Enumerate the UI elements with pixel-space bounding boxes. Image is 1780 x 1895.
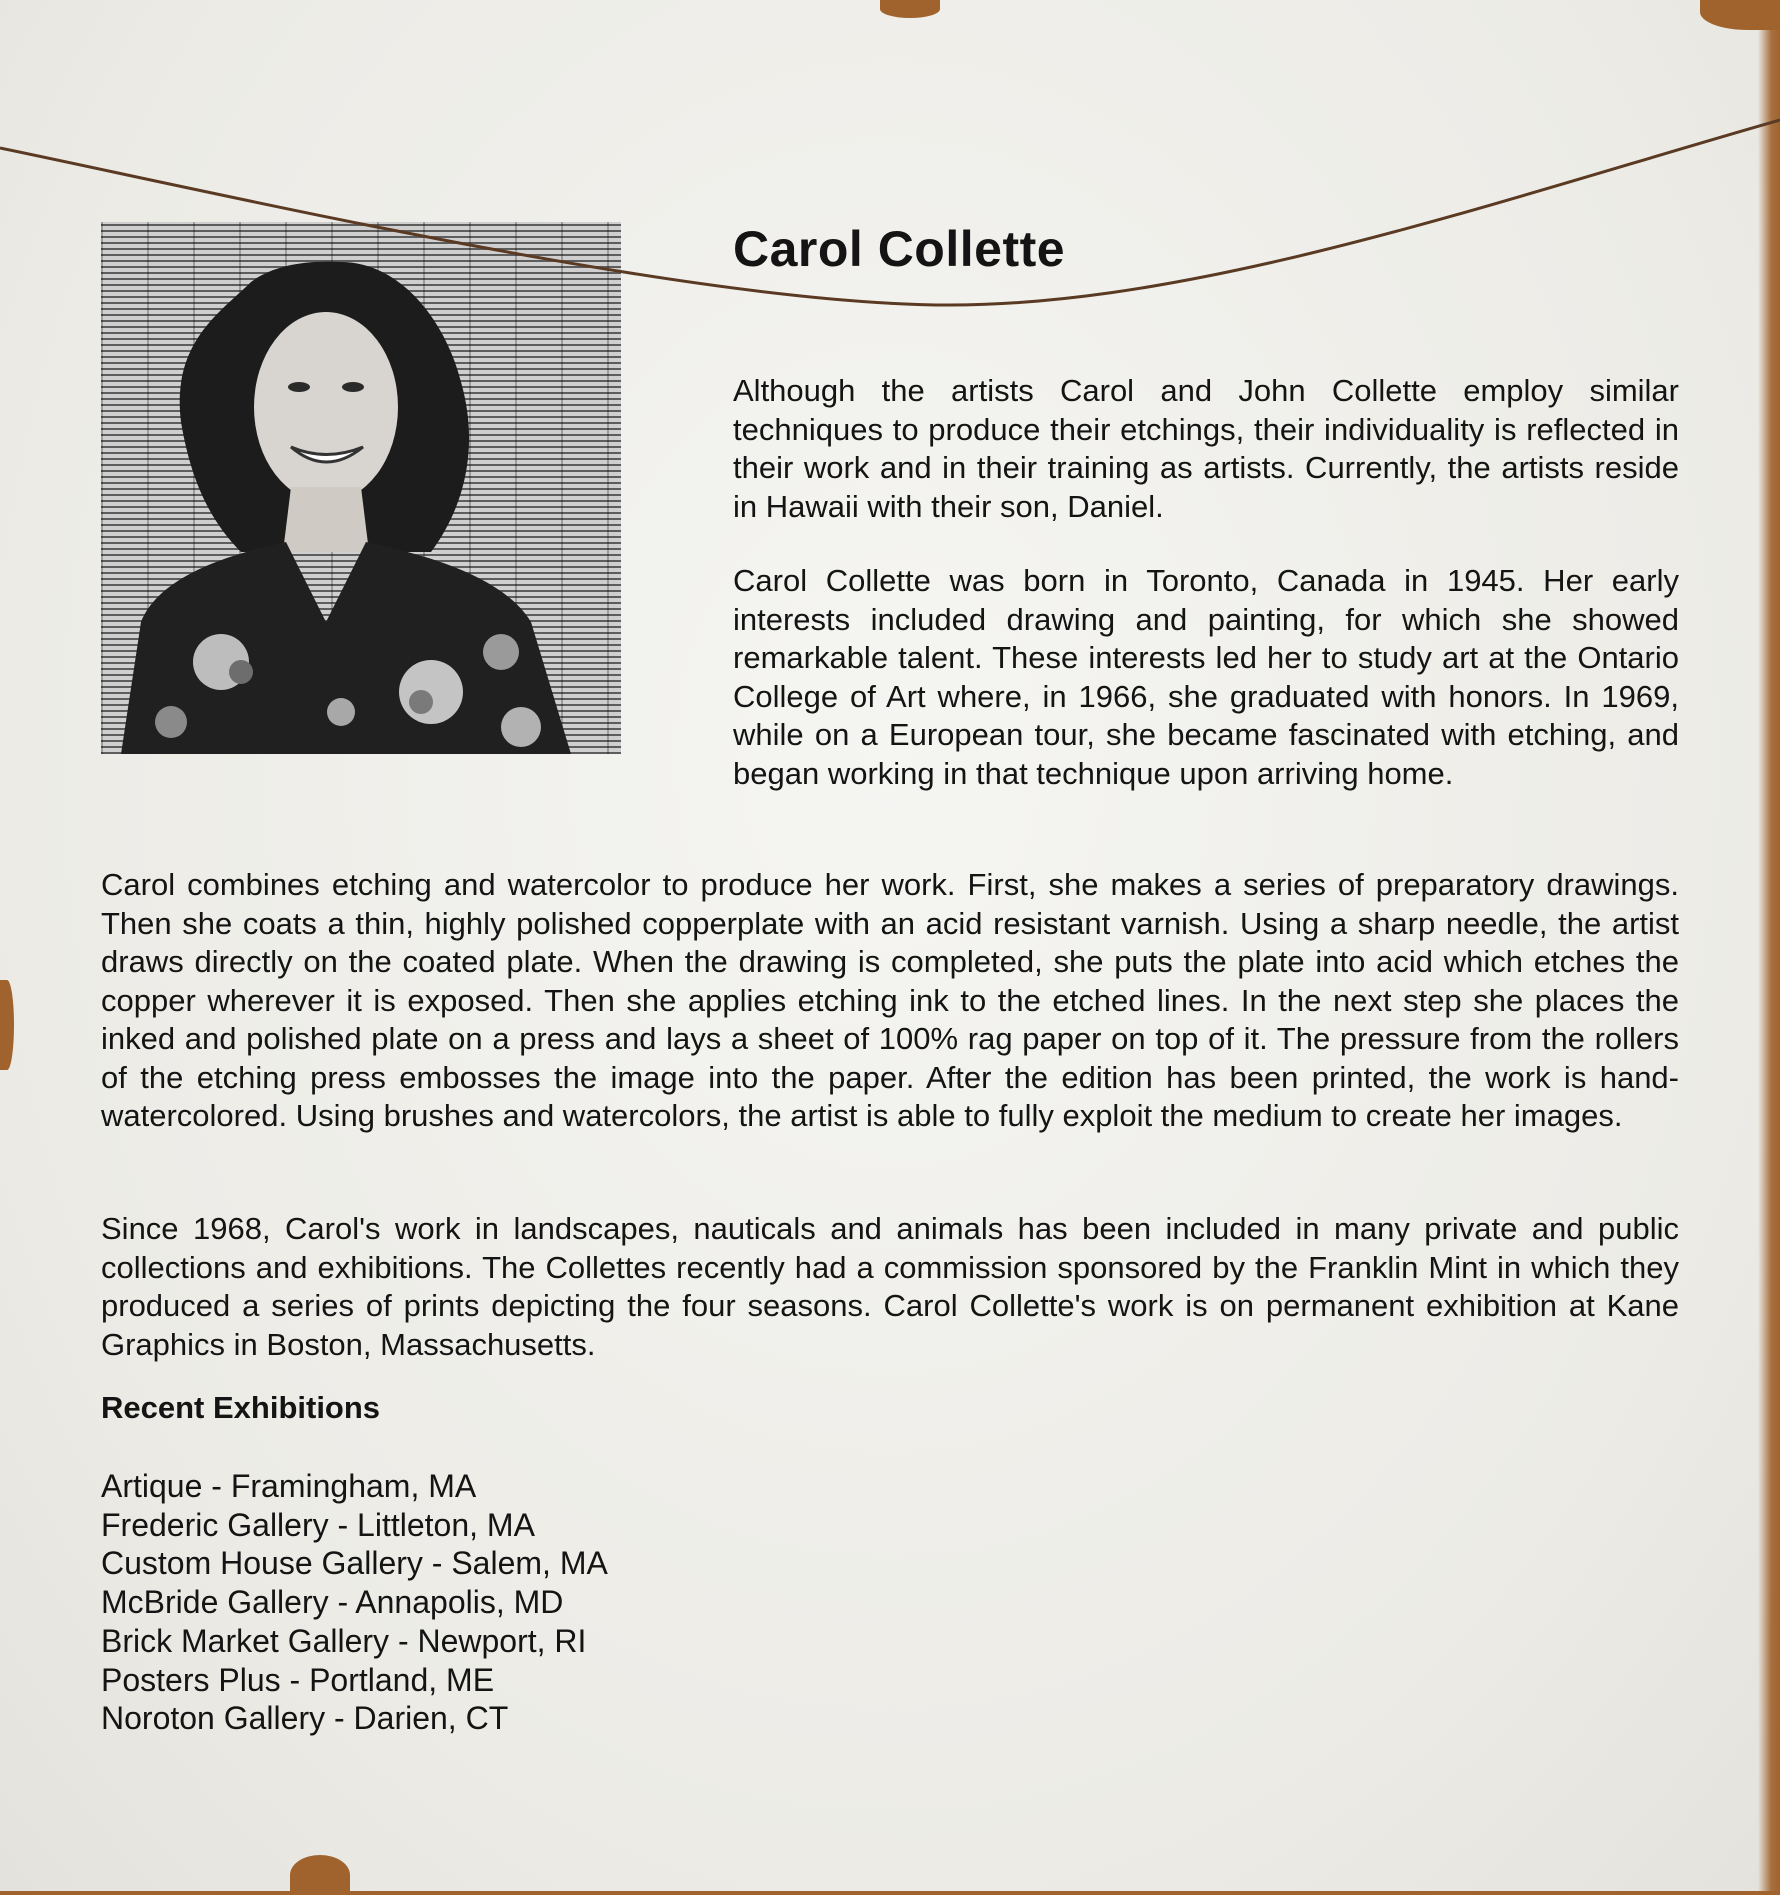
- artist-portrait-photo: [101, 222, 621, 754]
- biography-paragraph: Carol Collette was born in Toronto, Canada in 1945. Her early interests included drawing and painting, for which she showed remarkable talent. These interests led her to study art at the Ontario College of Art where, in 1966, she graduated with honors. In 1969, while on a European tour, she became fascinated with etching, and began working in that technique upon arriving home.: [733, 563, 1679, 791]
- exhibition-item: Artique - Framingham, MA: [101, 1468, 477, 1504]
- torn-edge-top: [880, 0, 940, 18]
- exhibition-item: Posters Plus - Portland, ME: [101, 1661, 495, 1698]
- torn-edge-right: [1758, 0, 1780, 1891]
- exhibitions-list: [101, 1467, 608, 1738]
- technique-paragraph: Carol combines etching and watercolor to produce her work. First, she makes a series of preparatory drawings. Then she coats a thin, highly polished copperplate with an acid resistant varnish. Using a sharp needle, the artist draws directly on the coated plate. When the drawing is completed, she puts the plate into acid which etches the copper wherever it is exposed. Then she applies etching ink to the etched lines. In the next step she places the inked and polished plate on a press and lays a sheet of 100% rag paper on top of it. The pressure from the rollers of the etching press embosses the image into the paper. After the edition has been printed, the work is hand-watercolored. Using brushes and watercolors, the artist is able to fully exploit the medium to create her images.: [101, 867, 1679, 1133]
- exhibition-item: Brick Market Gallery - Newport, RI: [101, 1622, 587, 1659]
- page-title: Carol Collette: [733, 221, 1066, 277]
- torn-edge-top-right: [1700, 0, 1780, 30]
- intro-paragraph: Although the artists Carol and John Collette employ similar techniques to produce their etchings, their individuality is reflected in their work and in their training as artists. Currently, the artists reside in Hawaii with their son, Daniel.: [733, 373, 1679, 524]
- torn-edge-left: [0, 980, 14, 1070]
- collections-paragraph: Since 1968, Carol's work in landscapes, nauticals and animals has been included in many private and public collections and exhibitions. The Collettes recently had a commission sponsored by the Franklin Mint in which they produced a series of prints depicting the four seasons. Carol Collette's work is on permanent exhibition at Kane Graphics in Boston, Massachusetts.: [101, 1211, 1679, 1362]
- exhibitions-heading: Recent Exhibitions: [101, 1390, 381, 1425]
- exhibition-item: McBride Gallery - Annapolis, MD: [101, 1584, 564, 1621]
- exhibition-item: Custom House Gallery - Salem, MA: [101, 1545, 608, 1582]
- exhibition-item: Noroton Gallery - Darien, CT: [101, 1700, 509, 1737]
- torn-edge-bottom: [290, 1855, 350, 1895]
- exhibition-item: Frederic Gallery - Littleton, MA: [101, 1506, 535, 1543]
